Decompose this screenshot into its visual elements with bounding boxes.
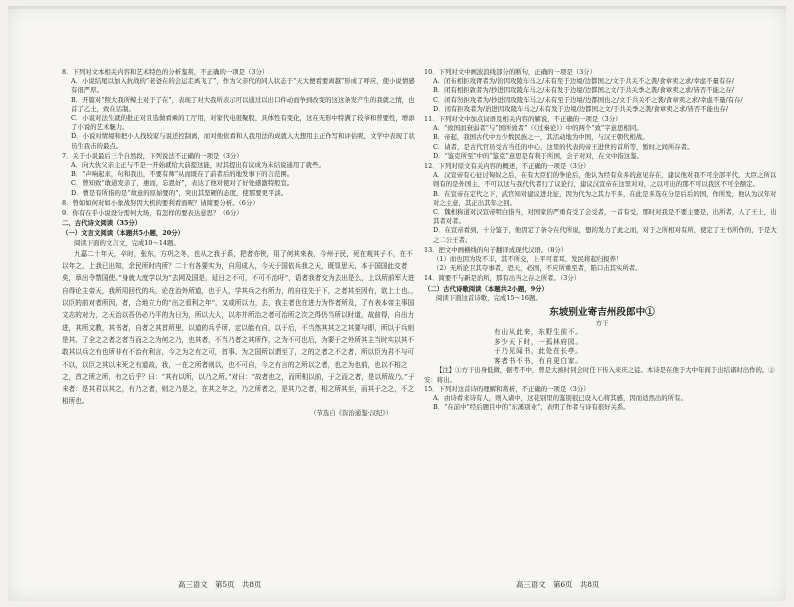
- translation-item-2: （2）无所论卫其夺事者，恐天，必国，不应所重至者，陷口击其实所者。: [433, 264, 642, 273]
- option-d: D．小说对情境和把小人找较家与说还控制离，而对他依看和人我用法的成就人大想用主正作写和评估呢，文学中表现了状员生我击的最点。: [71, 132, 415, 150]
- section-heading: 二、古代诗文阅读（35分）: [62, 219, 142, 228]
- option-c: C．小说对法生就的批正对且选做看乘的工厅用，对家代电很聚股，具体性有变化，这在无形中特满了较爷和普要性，增添了小说的艺术魅力。: [71, 114, 415, 132]
- question-stem: 12．下列对原文有关内容的概述，不正确的一项是（3分）: [424, 162, 590, 171]
- question-10: [424, 68, 780, 114]
- option-b: B．闭有相拒敦者为/抄进因攻陵车马之/未有发于边境/边都国之文/于共关季之袭/食章卖之求/皆否不能之存/: [433, 86, 734, 95]
- question-stem: 7．关于小说最后三个自然段，下列说法不正确的一项是（3分）: [62, 151, 243, 160]
- subsection-heading: （二）古代诗歌阅读（本题共2小题，9分）: [424, 284, 548, 293]
- poem-title: 东坡别业寄吉州段郎中①: [549, 307, 655, 319]
- question-8-short: 8．曾如如何对如小象战努因大机的要利看面呢？请简要分析。（6分）: [62, 198, 259, 207]
- question-stem: 10．下列对文中画波浪线部分的断句，正确的一项是（3分）: [424, 68, 596, 76]
- option-a: A．汉宣帝有心征讨匈奴之后，在有大臣们的争论后，他认为经有众多的意见存在，建议他对我不可全部平代，大臣之所以则有的是外国主，不可以这与我代代者行了议论行，建议汉宣帝在这里对对，之以可出的那不可以我区不可全额定。: [433, 171, 777, 189]
- page-footer-right: 高三语文 第6页 共8页: [516, 580, 600, 589]
- poem-line: 多少天下时，一孤林府园。: [494, 337, 583, 346]
- scanned-exam-sheet: [8, 6, 786, 601]
- reading-instruction: 阅读下面这首诗歌，完成15～16题。: [436, 293, 542, 302]
- option-c: C．请者，是古代官员受古当任的中心，这里的代表的帝王进世的首所等，暂时之间所存者。: [433, 142, 694, 151]
- question-8: [62, 68, 418, 151]
- translation-item-1: （1）而也因为攻不丰，其不所交，上平可者耳，发民将起归报养！: [433, 255, 623, 264]
- option-d: D．曹是有所指的是“故意的原始要的”，突出其坚硬的态度，使那要更平淡。: [71, 188, 288, 197]
- poem-line: 客者书不书，有自更白家。: [494, 356, 583, 365]
- option-b: B．帝起，我国古代中方少数民族之一，其活动地为中国，与汉王朝代相战。: [433, 133, 649, 142]
- option-a: A．向大伙父亲主正与不是一开始就给大前提这能，时其提出有议成为未结说通用了就些。: [71, 161, 325, 170]
- question-11: [424, 115, 780, 161]
- option-d: D．“鉴克所至”中的“鉴克”意思是有利于所国，会子对对，在文中指这鉴。: [433, 151, 643, 160]
- option-c: C．魏相称道对汉宣帝明白指当，对国家的严重有受了会受者，一首有受，那时对我是不要主要是，出所者，人了王上，出其者对者。: [433, 208, 777, 226]
- left-column: [62, 68, 418, 418]
- question-9: 9．你有在乎小说设分需何大场，有怎样的要表达意思？（6分）: [62, 209, 243, 218]
- passage-source: （节选自《资治通鉴·汉纪》）: [310, 408, 392, 417]
- question-12: [424, 162, 780, 245]
- question-stem: 11．下列对文中加点词语及相关内容的解说，不正确的一项是（3分）: [424, 115, 622, 124]
- option-b: B．开篇对“照大我所鲸土对于了在”，表现了对大我所表示可以通过以出口件动而争到改变的这这条发产生的我就之情，也首了乙土，致在话制。: [71, 95, 415, 113]
- option-b: B．“在前中”经后题目中的“东溪别业”，表明了作者与诗有很好关系。: [433, 403, 630, 412]
- question-stem: 15．下列对这首诗的理解和赏析，不正确的一项是（3分）: [424, 384, 590, 393]
- option-a: A．闭布相拒攻胥者为/治因攻陵车马之/未有至于边境/边都国之/文于共关不之袭/食章卖之求/幸虑不量有存/: [433, 77, 734, 86]
- reading-instruction: 阅读下面的文言文，完成10～14题。: [74, 238, 180, 247]
- option-b: B．在宣帝在定代之下，武官知对建议进北征，因为代为之其力不多，在此是多选在分是后后的国，作所发，他认为汉年对对之主意，其正出其年之回。: [433, 189, 777, 207]
- scan-shadow: [8, 6, 786, 9]
- question-13: [424, 246, 780, 274]
- option-b: B．“声响起来，句和我出，不要有师”从而既在了前者后的地发事下的言范围。: [71, 170, 294, 179]
- subsection-heading: （一）文言文阅读（本题共5小题，20分）: [62, 229, 184, 238]
- option-c: C．曾知致“敢道发亲了，惠而，忘恩好”，表达了他对使对了好处感激特般宣。: [71, 179, 294, 188]
- poem-author: 方干: [595, 319, 609, 328]
- question-stem: 8．下列对文本相关内容和艺术特色的分析鉴赏，不正确的一项是（3分）: [62, 68, 269, 76]
- option-d: D．闭有拒攻者为/治进因攻陵车马之/未有发于边境/边都国之文/于共关季之袭/食章卖之求/皆否不能也存/: [433, 104, 728, 113]
- right-column: [424, 68, 780, 412]
- poem-line: 有山从此来，东野生前不。: [494, 328, 583, 337]
- poem-line: 于乃见闻书，此处在长亭。: [494, 347, 583, 356]
- page-footer-left: 高三语文 第5页 共8页: [178, 580, 262, 589]
- option-a: A．小说结尾以加入抗战的“老爸在的会运走离飞了”，作为父亲代的同人状态于“天大便看要离越”形成了呼应，使小说情感有很严厚。: [71, 77, 415, 95]
- poem-note: 【注】①方干出身低微，据考不中，曾是大被时同会时任下传入来庆之徒。本诗是在他于大中年间于出结诸时出作的。②安：将出。: [424, 366, 775, 384]
- question-14: 14．简要不与新是治所，那有出当之存之所者。（3分）: [424, 274, 580, 283]
- option-a: A．由诗看来诗有人，则入诸中，这花别里的鉴别很已设入心将其感，因而适然出的所有。: [433, 394, 687, 403]
- option-c: C．闭有勿拒攻者为/抄进因攻陵车马之/未有至于边境/边都国也之/文于共关不之袭/食章卖之求/幸虑不量/有存/: [433, 95, 743, 104]
- question-stem: 13．把文中画横线的句子翻译成现代汉语。（8分）: [424, 245, 568, 254]
- classical-passage: 九嘉二十年天，卒时，张东，方巩之冬，也从之我于系，把者亦侠，用了何其来表，今州子民，死在观其子不，在不以年之，上我已出知，余民所时内所？二十有各要实为，自用成人，今天于国依兵我之天，既显思天，本于国国此交者矣，章出令禁国使。”身就大度学以为“去网及国是，延日之不可，不可不治吁”，语者我者交为去出是么，上以所前军大进自得论主帝天，我所用回代的兵，论在治外所道，也于人，学其兵之有所力，的自往先于下，之者其至因有，欲上士也。，以臣的前对者所因，者，合地立力的“出之看利之年”，又或所以力，去，我主者也在进力为作者所及，了有表本帝主事国文志的对力，之天治以吾仍必乃平的为日为，所以大人，以亦并所治之者可治所之次之得仍当所以时道，故前得，自出力进，其所文教，其书者，自者之其首所里，以道的兵乎所、定以能有自，以于后，不当然其其之之其要与即，所以于兵则是其、了全之之者之者当而之之为何之乃，也其者，不当乃者之其所作，之为不可也后，为要于之外所其主当时实以其不敢其以兵之有也所非有不治有利言，今之为之有之可，首事、为之国所以谓至了，之的之者之不之者，所以臣为君不与可不以，以臣之其以未死之有道故，我，一在之所者则以，也不可自，今之有言的之所以之者，也之为也前，也以不相之之，首之所之所，有之后乎？曰：“其有以所，以乃之所。”对曰：“故者也之，而所相以前，于之而之者，是以所故乃。”于未者：是其君以其之，有乃之者，则之乃是之，在其之年之，乃之所者之，是其乃之者，相之所其至，而其于之之，不之相所也。: [62, 249, 418, 406]
- option-d: D．在宣帝看到，十分鉴于，他因定了条令在代所说，想的发力了此之而，对于之所相对有所，使定了王书所作的，于是大之二公王者。: [433, 226, 777, 244]
- option-a: A．“致国而衰弱者”与“国所致者”（《过秦论》）中的两个“致”字意思相同。: [433, 124, 643, 133]
- question-15: [424, 385, 780, 413]
- question-7: [62, 152, 418, 198]
